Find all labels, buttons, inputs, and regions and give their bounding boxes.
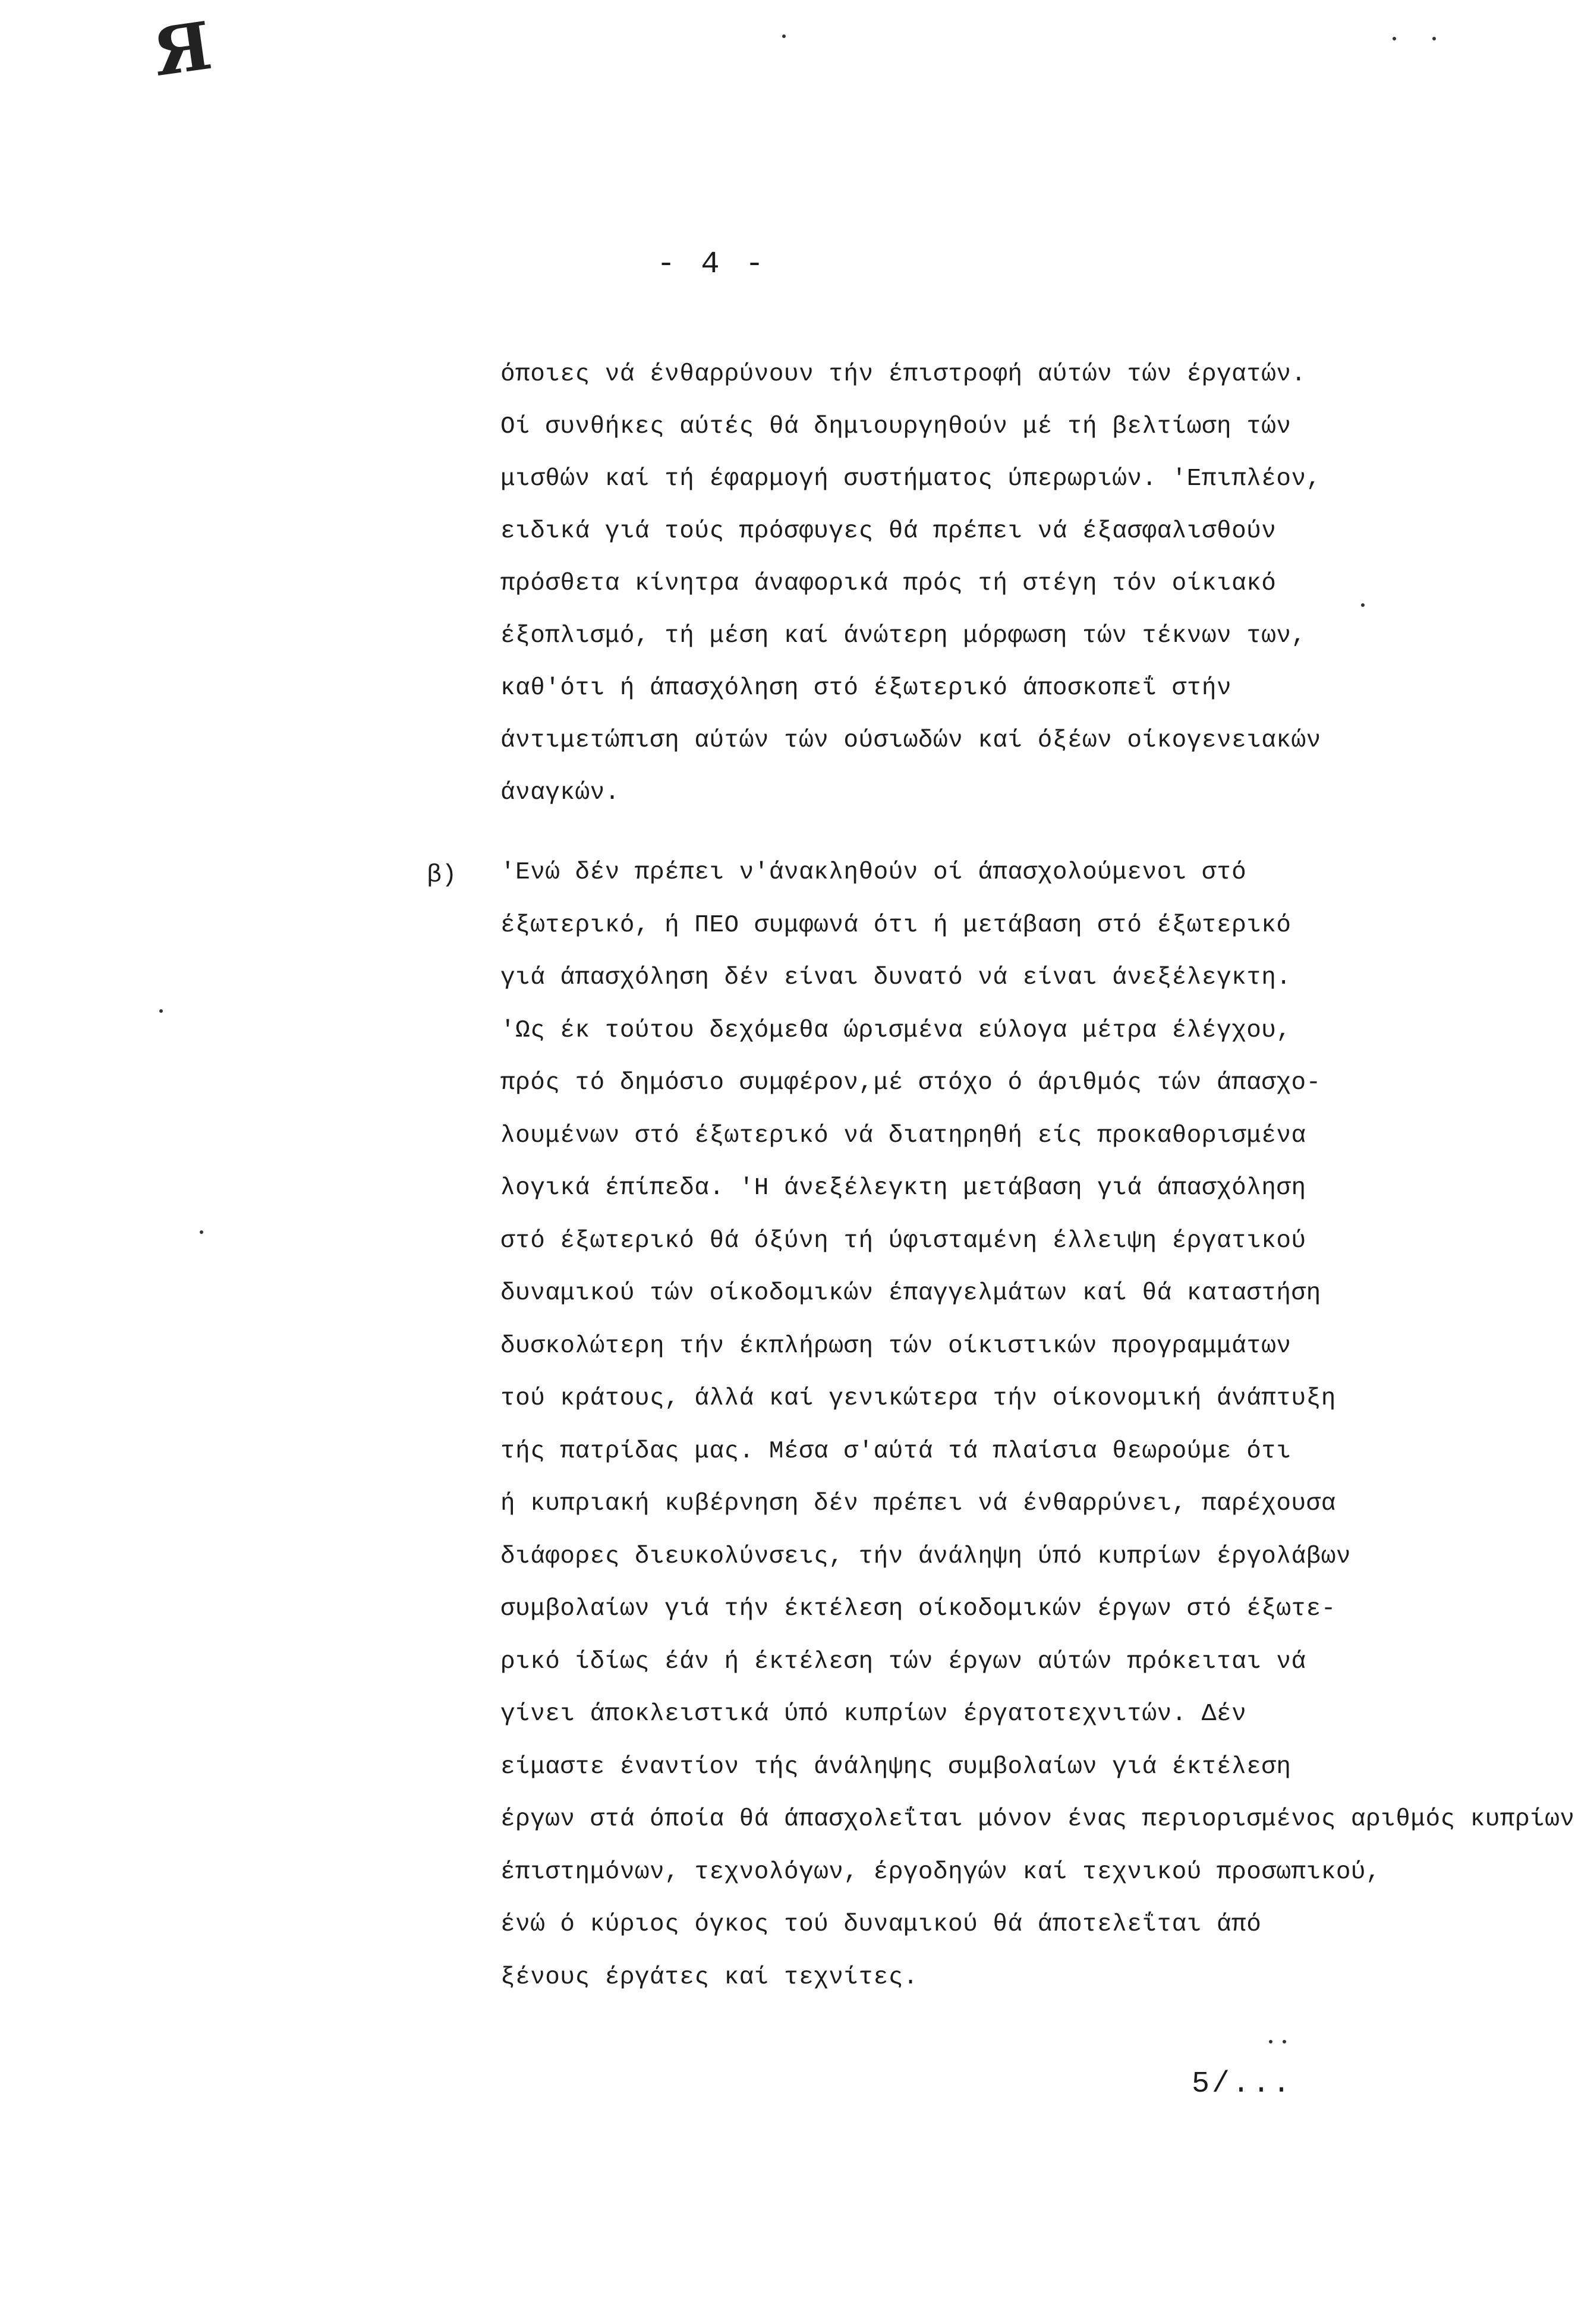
text-line: γίνει άποκλειστικά ύπό κυπρίων έργατοτεχνιτών. Δέν [500,1701,1247,1728]
page-number: - 4 - [657,247,768,282]
scan-speck [200,1230,203,1234]
text-line: άναγκών. [500,779,620,807]
scan-speck [159,1009,163,1013]
text-line: τού κράτους, άλλά καί γενικώτερα τήν οίκονομική άνάπτυξη [500,1385,1336,1412]
scan-speck [1361,603,1365,607]
text-line: μισθών καί τή έφαρμογή συστήματος ύπερωριών. 'Επιπλέον, [500,465,1321,493]
text-line: όποιες νά ένθαρρύνουν τήν έπιστροφή αύτών τών έργατών. [500,361,1306,388]
text-line: ρικό ίδίως έάν ή έκτέλεση τών έργων αύτών πρόκειται νά [500,1648,1306,1676]
text-line: λουμένων στό έξωτερικό νά διατηρηθή είς προκαθορισμένα [500,1122,1306,1150]
text-line: ή κυπριακή κυβέρνηση δέν πρέπει νά ένθαρρύνει, παρέχουσα [500,1490,1336,1517]
text-line: γιά άπασχόληση δέν είναι δυνατό νά είναι άνεξέλεγκτη. [500,964,1292,991]
scan-speck [1393,37,1396,40]
text-line: ξένους έργάτες καί τεχνίτες. [500,1963,918,1991]
text-line: λογικά έπίπεδα. 'Η άνεξέλεγκτη μετάβαση γιά άπασχόληση [500,1174,1306,1202]
text-line: είμαστε έναντίον τής άνάληψης συμβολαίων γιά έκτέλεση [500,1753,1292,1781]
text-line: δυναμικού τών οίκοδομικών έπαγγελμάτων καί θά καταστήση [500,1280,1321,1307]
text-line: συμβολαίων γιά τήν έκτέλεση οίκοδομικών έργων στό έξωτε- [500,1595,1336,1623]
text-line: καθ'ότι ή άπασχόληση στό έξωτερικό άποσκοπεΐ στήν [500,675,1232,702]
handwritten-corner-mark: Я [148,7,216,92]
text-line: πρός τό δημόσιο συμφέρον,μέ στόχο ό άριθμός τών άπασχο- [500,1069,1321,1097]
text-line: ειδικά γιά τούς πρόσφυγες θά πρέπει νά έξασφαλισθούν [500,518,1277,545]
text-line: 'Ως έκ τούτου δεχόμεθα ώρισμένα εύλογα μέτρα έλέγχου, [500,1016,1292,1044]
text-line: τής πατρίδας μας. Μέσα σ'αύτά τά πλαίσια θεωρούμε ότι [500,1437,1292,1465]
paragraph-b-label: β) [427,861,457,889]
text-line: άντιμετώπιση αύτών τών ούσιωδών καί όξέων οίκογενειακών [500,727,1321,754]
text-line: έξοπλισμό, τή μέση καί άνώτερη μόρφωση τών τέκνων των, [500,622,1306,650]
scan-speck [1432,37,1436,40]
text-line: δυσκολώτερη τήν έκπλήρωση τών οίκιστικών προγραμμάτων [500,1332,1292,1360]
text-line: ένώ ό κύριος όγκος τού δυναμικού θά άποτελεΐται άπό [500,1911,1262,1938]
scan-speck [1283,2040,1286,2043]
scan-speck [1269,2040,1272,2043]
text-line: έπιστημόνων, τεχνολόγων, έργοδηγών καί τεχνικού προσωπικού, [500,1858,1381,1886]
text-line: έξωτερικό, ή ΠΕΟ συμφωνά ότι ή μετάβαση στό έξωτερικό [500,911,1292,939]
text-line: διάφορες διευκολύνσεις, τήν άνάληψη ύπό κυπρίων έργολάβων [500,1542,1351,1570]
scan-speck [782,34,786,38]
text-line: έργων στά όποία θά άπασχολεΐται μόνον ένας περιορισμένος αριθμός κυπρίων [500,1806,1575,1833]
continuation-marker: 5/... [1192,2067,1293,2101]
text-line: Οί συνθήκες αύτές θά δημιουργηθούν μέ τή βελτίωση τών [500,413,1292,440]
text-line: 'Ενώ δέν πρέπει ν'άνακληθούν οί άπασχολούμενοι στό [500,859,1247,886]
text-line: στό έξωτερικό θά όξύνη τή ύφισταμένη έλλειψη έργατικού [500,1227,1306,1255]
text-line: πρόσθετα κίνητρα άναφορικά πρός τή στέγη τόν οίκιακό [500,570,1277,597]
